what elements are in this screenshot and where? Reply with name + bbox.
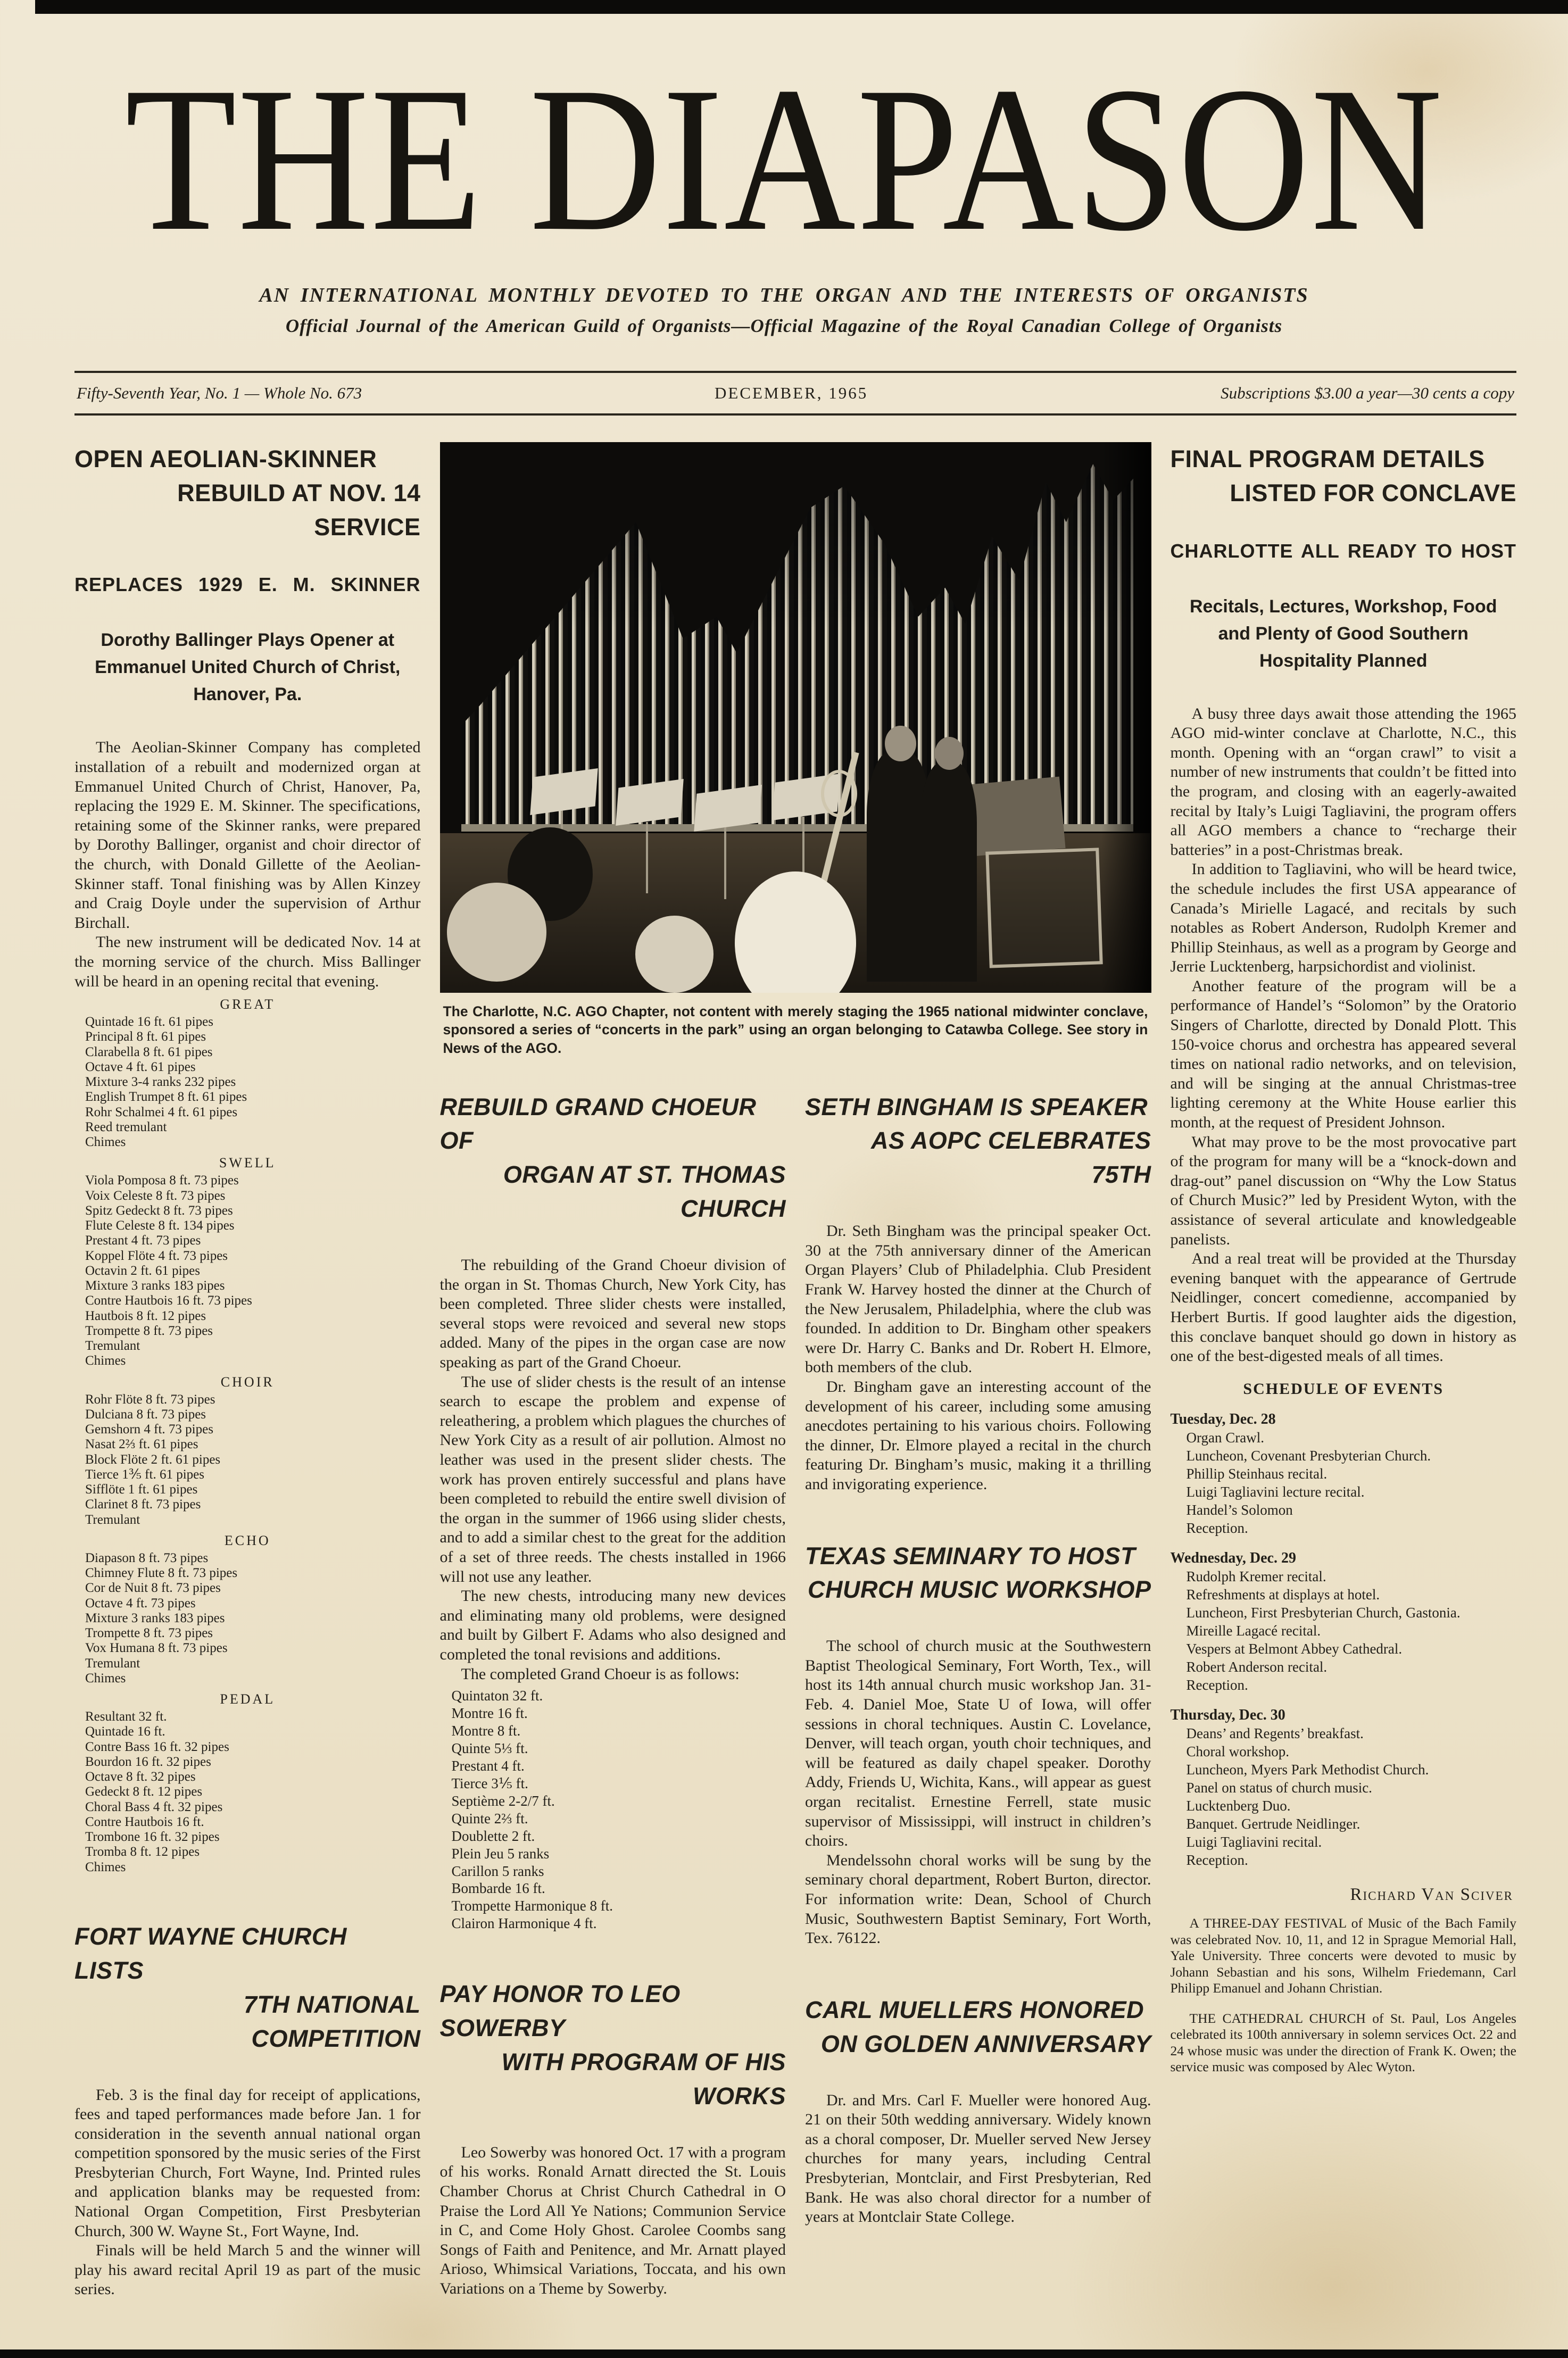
- schedule-title: SCHEDULE OF EVENTS: [1243, 1380, 1444, 1398]
- dateline: [74, 373, 1516, 413]
- stop-item: Chimes: [85, 1859, 126, 1874]
- deck: Recitals, Lectures, Workshop, Food and Plenty of Good Southern Hospitality Planned: [1190, 596, 1497, 671]
- paragraph: Another feature of the program will be a performance of Handel’s “Solomon” by the Oratorio Singers of Charlotte, directed by Donald Plott. This 150-voice chorus and orchestra has appeared several times on national radio networks, and on television, and will be singing at the annual Christmas-tree lighting ceremony at the White House earlier this month, at the request of President Johnson.: [1170, 977, 1516, 1132]
- performer-silhouette: [920, 761, 977, 982]
- schedule-event: Reception.: [1186, 1520, 1248, 1536]
- schedule-event: Luncheon, First Presbyterian Church, Gastonia.: [1186, 1604, 1461, 1621]
- issue-date: DECEMBER, 1965: [714, 383, 868, 402]
- paragraph: Mendelssohn choral works will be sung by the seminary choral department, Robert Burton, director. For information write: Dean, School of Church Music, Southwestern Baptist Seminary, Fort Worth, Tex. 76122.: [805, 1851, 1151, 1947]
- paragraph: The rebuilding of the Grand Choeur division of the organ in St. Thomas Church, New York City, has been completed. Three slider chests were installed, several stops were revoiced and several new stops added. Many of the pipes in the organ case are now speaking as part of the Grand Choeur.: [439, 1256, 786, 1372]
- masthead-tagline: AN INTERNATIONAL MONTHLY DEVOTED TO THE ORGAN AND THE INTERESTS OF ORGANISTS: [259, 284, 1309, 306]
- division-choir: [74, 1374, 421, 1527]
- schedule-event: Phillip Steinhaus recital.: [1186, 1465, 1328, 1482]
- article-body: [74, 738, 421, 991]
- scan-edge-bottom: [0, 2349, 1568, 2358]
- console-desk: [967, 777, 1065, 856]
- stop-item: Choral Bass 4 ft. 32 pipes: [85, 1799, 223, 1814]
- division-swell: [74, 1155, 421, 1368]
- page-columns: [0, 416, 1568, 2358]
- schedule-event: Rudolph Kremer recital.: [1186, 1568, 1326, 1584]
- article-fort-wayne: [74, 1920, 421, 2299]
- stop-item: Contre Hautbois 16 ft.: [85, 1814, 204, 1829]
- paragraph: Leo Sowerby was honored Oct. 17 with a program of his works. Ronald Arnatt directed the St. Louis Chamber Chorus at Christ Church Cathedral in O Praise the Lord All Ye Nations; Communion Service in C, and Come Holy Ghost. Carolee Coombs sang Songs of Faith and Penitence, and Mr. Arnatt played Arioso, Whimsical Variations, Toccata, and his own Variations on a Theme by Sowerby.: [439, 2143, 786, 2297]
- schedule-day-block: [1171, 1410, 1517, 1537]
- stop-item: Chimney Flute 8 ft. 73 pipes: [85, 1566, 238, 1581]
- schedule-day-block: [1171, 1706, 1517, 1869]
- stop-item: Spitz Gedeckt 8 ft. 73 pipes: [85, 1203, 233, 1218]
- folding-chair: [985, 848, 1102, 968]
- article-body: [805, 1637, 1151, 1948]
- stop-item: Clarabella 8 ft. 61 pipes: [85, 1044, 213, 1059]
- photo-figure: [440, 442, 1151, 1057]
- issue-number: Fifty-Seventh Year, No. 1 — Whole No. 673: [77, 383, 362, 402]
- stop-item: Bombarde 16 ft.: [451, 1880, 545, 1897]
- deck: Dorothy Ballinger Plays Opener at Emmanuel United Church of Christ, Hanover, Pa.: [95, 630, 401, 705]
- stop-item: Mixture 3-4 ranks 232 pipes: [85, 1075, 236, 1090]
- stop-item: Flute Celeste 8 ft. 134 pipes: [85, 1218, 235, 1233]
- stop-item: Nasat 2⅔ ft. 61 pipes: [85, 1437, 198, 1452]
- column-1: [74, 442, 421, 2299]
- division-echo: [74, 1533, 421, 1686]
- masthead: [0, 0, 1568, 337]
- grand-choeur-stops: [440, 1687, 786, 1932]
- headline: TEXAS SEMINARY TO HOST CHURCH MUSIC WORKSHOP: [805, 1542, 1151, 1604]
- stop-item: Mixture 3 ranks 183 pipes: [85, 1610, 225, 1625]
- division-name: PEDAL: [220, 1691, 276, 1707]
- stop-item: Tremulant: [85, 1339, 140, 1354]
- article-sowerby: [440, 1977, 786, 2298]
- paragraph: And a real treat will be provided at the Thursday evening banquet with the appearance of Gertrude Neidlinger, concert comedienne, accompanied by Herbert Burtis. If good laughter aids the digestion, this conclave banquet should go down in history as one of the best-digested meals of all times.: [1170, 1250, 1516, 1365]
- newspaper-title: THE DIAPASON: [125, 44, 1443, 274]
- schedule-event: Refreshments at displays at hotel.: [1186, 1586, 1380, 1603]
- stop-item: Resultant 32 ft.: [85, 1709, 167, 1724]
- article-body: [74, 2086, 421, 2300]
- trombone-bell: [821, 770, 857, 818]
- article-body: [805, 1222, 1151, 1494]
- division-name: GREAT: [220, 997, 276, 1012]
- article-body: [440, 2143, 786, 2299]
- article-conclave: [1171, 442, 1517, 2075]
- stop-item: Carillon 5 ranks: [451, 1863, 544, 1879]
- stop-item: Trompette 8 ft. 73 pipes: [85, 1323, 213, 1338]
- column-4: [1171, 442, 1517, 2089]
- division-name: ECHO: [224, 1532, 271, 1548]
- stop-item: Chimes: [85, 1671, 126, 1686]
- news-brief: A THREE-DAY FESTIVAL of Music of the Bach Family was celebrated Nov. 10, 11, and 12 in Sprague Memorial Hall, Yale University. Three concerts were devoted to music by Johann Sebastian and his sons, Wilhelm Friedemann, Carl Philipp Emanuel and Johann Christian.: [1170, 1915, 1516, 1996]
- paragraph: Dr. and Mrs. Carl F. Mueller were honored Aug. 21 on their 50th wedding anniversary. Widely known as a choral composer, Dr. Mueller served New Jersey churches for many years, including Central Presbyterian, Montclair, and First Presbyterian, Red Bank. He was also choral director for a number of years at Montclair State College.: [805, 2091, 1151, 2226]
- article-body: [1171, 704, 1517, 1366]
- photo-caption: The Charlotte, N.C. AGO Chapter, not content with merely staging the 1965 national midwinter conclave, sponsored a series of “concerts in the park” using an organ belonging to Catawba College. See story in News of the AGO.: [443, 1003, 1148, 1056]
- subheadline: CHARLOTTE ALL READY TO HOST: [1170, 539, 1516, 562]
- article-st-thomas: [440, 1090, 786, 1933]
- subscription-price: Subscriptions $3.00 a year—30 cents a copy: [1221, 383, 1514, 402]
- paragraph: Dr. Bingham gave an interesting account of the development of his career, including some amusing anecdotes pertaining to his various choirs. Following the dinner, Dr. Elmore played a recital in the church featuring Dr. Bingham’s music, making it a thrilling and invigorating experience.: [805, 1377, 1151, 1493]
- stop-item: Cor de Nuit 8 ft. 73 pipes: [85, 1581, 221, 1596]
- schedule-day-label: Wednesday, Dec. 29: [1170, 1549, 1296, 1566]
- schedule-event: Organ Crawl.: [1186, 1429, 1264, 1446]
- paragraph: The school of church music at the Southwestern Baptist Theological Seminary, Fort Worth, Tex., will host its 14th annual church music workshop Jan. 31-Feb. 4. Daniel Moe, State U of Iowa, will offer sessions in choral techniques. Austin C. Lovelance, Denver, will teach organ, youth choir techniques, and will be featured as daily chapel speaker. Dorothy Addy, Friends U, Wichita, Kans., will appear as guest organ recitalist. Ernestine Ferrell, state music supervisor of Mississippi, will instruct in children’s choirs.: [805, 1637, 1151, 1850]
- stop-item: Viola Pomposa 8 ft. 73 pipes: [85, 1173, 239, 1188]
- organ-specification: [74, 997, 421, 1875]
- stop-item: Clarinet 8 ft. 73 pipes: [85, 1497, 201, 1512]
- stop-item: Vox Humana 8 ft. 73 pipes: [85, 1641, 228, 1656]
- stop-item: Trompette 8 ft. 73 pipes: [85, 1626, 213, 1641]
- stop-item: Tremulant: [85, 1656, 140, 1671]
- stop-item: Trombone 16 ft. 32 pipes: [85, 1830, 220, 1845]
- scan-edge-top: [35, 0, 1568, 14]
- column-2: [440, 1058, 786, 2299]
- stop-item: Octavin 2 ft. 61 pipes: [85, 1263, 200, 1278]
- stop-item: Reed tremulant: [85, 1119, 167, 1134]
- stop-item: Gemshorn 4 ft. 73 pipes: [85, 1422, 213, 1437]
- stop-item: Tromba 8 ft. 12 pipes: [85, 1845, 200, 1859]
- stop-item: Septième 2-2/7 ft.: [451, 1792, 555, 1809]
- stop-item: Hautbois 8 ft. 12 pipes: [85, 1308, 206, 1323]
- stop-item: Quintade 16 ft. 61 pipes: [85, 1015, 213, 1029]
- paragraph: The completed Grand Choeur is as follows:: [461, 1665, 740, 1683]
- byline: Richard Van Sciver: [1350, 1885, 1513, 1905]
- stop-item: Rohr Flöte 8 ft. 73 pipes: [85, 1392, 215, 1407]
- schedule-event: Reception.: [1186, 1676, 1248, 1693]
- stop-item: Tierce 3⅕ ft.: [451, 1775, 528, 1791]
- stop-item: Trompette Harmonique 8 ft.: [451, 1898, 613, 1914]
- stop-item: Octave 4 ft. 73 pipes: [85, 1596, 196, 1610]
- conclave-photo: [440, 442, 1151, 993]
- stop-item: Voix Celeste 8 ft. 73 pipes: [85, 1188, 226, 1203]
- schedule-day-label: Thursday, Dec. 30: [1170, 1706, 1285, 1723]
- division-name: SWELL: [219, 1155, 276, 1171]
- stop-item: Prestant 4 ft. 73 pipes: [85, 1233, 201, 1248]
- headline: OPEN AEOLIAN-SKINNER REBUILD AT NOV. 14 SERVICE: [74, 445, 421, 541]
- schedule-event: Handel’s Solomon: [1186, 1501, 1293, 1518]
- stop-item: Rohr Schalmei 4 ft. 61 pipes: [85, 1105, 238, 1119]
- stop-item: Tremulant: [85, 1512, 140, 1527]
- division-pedal: [74, 1691, 421, 1875]
- stop-item: Octave 8 ft. 32 pipes: [85, 1770, 196, 1784]
- stop-item: Plein Jeu 5 ranks: [451, 1845, 550, 1862]
- schedule-day-label: Tuesday, Dec. 28: [1170, 1410, 1276, 1427]
- stop-item: Quintade 16 ft.: [85, 1724, 165, 1739]
- performer-head: [885, 726, 916, 761]
- headline: REBUILD GRAND CHOEUR OF ORGAN AT ST. THOMAS CHURCH: [439, 1093, 786, 1223]
- paragraph: What may prove to be the most provocative part of the program for many will be a “knock-down and drag-out” panel discussion on “Why the Low Status of Church Music?” led by President Wyton, with the assistance of several articulate and knowledgeable panelists.: [1170, 1133, 1516, 1248]
- stop-item: Chimes: [85, 1135, 126, 1150]
- stop-item: Block Flöte 2 ft. 61 pipes: [85, 1452, 221, 1467]
- stop-item: Principal 8 ft. 61 pipes: [85, 1029, 206, 1044]
- headline: FORT WAYNE CHURCH LISTS 7TH NATIONAL COMPETITION: [74, 1922, 421, 2052]
- paragraph: The Aeolian-Skinner Company has completed installation of a rebuilt and modernized organ at Emmanuel United Church of Christ, Hanover, Pa, replacing the 1929 E. M. Skinner. The specifications, retaining some of the Skinner ranks, were prepared by Dorothy Ballinger, organist and choir director of the church, with Donald Gillette of the Aeolian-Skinner staff. Tonal finishing was by Allen Kinzey and Craig Doyle under the supervision of Arthur Birchall.: [74, 738, 421, 932]
- audience-head: [447, 883, 546, 982]
- performer-head: [935, 737, 963, 770]
- schedule-event: Panel on status of church music.: [1186, 1780, 1372, 1796]
- stop-item: Dulciana 8 ft. 73 pipes: [85, 1407, 206, 1422]
- stop-item: Gedeckt 8 ft. 12 pipes: [85, 1784, 203, 1799]
- article-muellers: [805, 1993, 1151, 2227]
- masthead-affiliation: Official Journal of the American Guild of Organists—Official Magazine of the Royal Canadian College of Organists: [285, 315, 1283, 336]
- article-texas-seminary: [805, 1539, 1151, 1948]
- news-brief: THE CATHEDRAL CHURCH of St. Paul, Los Angeles celebrated its 100th anniversary in solemn services Oct. 22 and 24 whose music was under the direction of Frank K. Owen; the service music was composed by Alec Wyton.: [1170, 2010, 1516, 2075]
- article-body: [440, 1256, 786, 1684]
- stop-item: Contre Hautbois 16 ft. 73 pipes: [85, 1293, 252, 1308]
- article-body: [805, 2091, 1151, 2227]
- subheadline: REPLACES 1929 E. M. SKINNER: [74, 574, 421, 596]
- stop-item: Tierce 1⅗ ft. 61 pipes: [85, 1467, 204, 1482]
- stop-item: Doublette 2 ft.: [451, 1828, 535, 1844]
- paragraph: Finals will be held March 5 and the winner will play his award recital April 19 as part of the music series.: [74, 2241, 421, 2298]
- stop-item: Montre 8 ft.: [451, 1723, 521, 1739]
- paragraph: In addition to Tagliavini, who will be heard twice, the schedule includes the first USA appearance of Canada’s Mirielle Lagacé, and recitals by such notables as Robert Anderson, Rudolph Kremer and Phillip Steinhaus, as well as a program by George and Jerrie Lucktenberg, harpsichordist and violinist.: [1170, 860, 1516, 976]
- stop-item: Sifflöte 1 ft. 61 pipes: [85, 1482, 198, 1497]
- photo-vignette: [1101, 442, 1151, 993]
- headline: SETH BINGHAM IS SPEAKER AS AOPC CELEBRATES 75TH: [805, 1093, 1151, 1189]
- article-aeolian-skinner: [74, 442, 421, 1875]
- stop-item: Prestant 4 ft.: [451, 1757, 525, 1774]
- stop-item: English Trumpet 8 ft. 61 pipes: [85, 1090, 247, 1105]
- schedule-event: Luigi Tagliavini recital.: [1186, 1834, 1322, 1850]
- schedule-event: Deans’ and Regents’ breakfast.: [1186, 1725, 1364, 1741]
- paragraph: Dr. Seth Bingham was the principal speaker Oct. 30 at the 75th anniversary dinner of the American Organ Players’ Club of Philadelphia. Club President Frank W. Harvey hosted the dinner at the Church of the New Jerusalem, Philadelphia, where the club was founded. In addition to Dr. Bingham other speakers were Dr. Harry C. Banks and Dr. Robert H. Elmore, both members of the club.: [805, 1222, 1151, 1376]
- music-stand-stem: [646, 822, 648, 894]
- stop-item: Mixture 3 ranks 183 pipes: [85, 1278, 225, 1293]
- stop-item: Octave 4 ft. 61 pipes: [85, 1059, 196, 1074]
- music-stand-stem: [724, 827, 726, 899]
- schedule-event: Banquet. Gertrude Neidlinger.: [1186, 1816, 1360, 1832]
- division-name: CHOIR: [220, 1374, 275, 1390]
- schedule-event: Luncheon, Covenant Presbyterian Church.: [1186, 1447, 1431, 1464]
- paragraph: The use of slider chests is the result of an intense search to escape the problem and expense of releathering, a problem which plagues the churches of New York City as a result of air pollution. Almost no leather was used in the present slider chests. The work has proven entirely successful and plans have been completed to rebuild the entire swell division of the organ in the summer of 1966 using slider chests, and to add a similar chest to the great for the addition of a set of three reeds. The chests installed in 1966 will not use any leather.: [439, 1373, 786, 1585]
- paragraph: A busy three days await those attending the 1965 AGO mid-winter conclave at Charlotte, N.C., this month. Opening with an “organ crawl” to visit a number of new instruments that couldn’t be fitted into the program, and closing with an eagerly-awaited recital by Italy’s Luigi Tagliavini, the program offers all AGO members a chance to “recharge their batteries” in a post-Christmas break.: [1170, 704, 1516, 859]
- stop-item: Clairon Harmonique 4 ft.: [451, 1915, 597, 1932]
- schedule-day-block: [1171, 1549, 1517, 1694]
- schedule-event: Luncheon, Myers Park Methodist Church.: [1186, 1762, 1429, 1778]
- schedule-event: Vespers at Belmont Abbey Cathedral.: [1186, 1640, 1403, 1657]
- stop-item: Chimes: [85, 1354, 126, 1368]
- division-great: [74, 997, 421, 1150]
- headline: PAY HONOR TO LEO SOWERBY WITH PROGRAM OF HIS WORKS: [439, 1980, 786, 2110]
- headline: CARL MUELLERS HONORED ON GOLDEN ANNIVERSARY: [805, 1996, 1151, 2057]
- stop-item: Contre Bass 16 ft. 32 pipes: [85, 1739, 229, 1754]
- headline: FINAL PROGRAM DETAILS LISTED FOR CONCLAVE: [1170, 445, 1516, 507]
- paragraph: Feb. 3 is the final day for receipt of applications, fees and taped performances made before Jan. 1 for consideration in the seventh annual national organ competition sponsored by the music series of the First Presbyterian Church, Fort Wayne, Ind. Printed rules and application blanks may be requested from: National Organ Competition, First Presbyterian Church, 300 W. Wayne St., Fort Wayne, Ind.: [74, 2086, 421, 2240]
- schedule-event: Luigi Tagliavini lecture recital.: [1186, 1483, 1365, 1500]
- audience-head: [635, 916, 714, 993]
- stop-item: Quintaton 32 ft.: [451, 1688, 543, 1704]
- schedule-event: Choral workshop.: [1186, 1743, 1289, 1759]
- article-bingham: [805, 1090, 1151, 1494]
- stop-item: Montre 16 ft.: [451, 1705, 528, 1722]
- schedule-event: Robert Anderson recital.: [1186, 1658, 1328, 1675]
- schedule-event: Reception.: [1186, 1852, 1248, 1869]
- stop-item: Bourdon 16 ft. 32 pipes: [85, 1754, 211, 1769]
- stop-item: Koppel Flöte 4 ft. 73 pipes: [85, 1248, 228, 1263]
- stop-item: Diapason 8 ft. 73 pipes: [85, 1550, 209, 1565]
- stop-item: Quinte 5⅓ ft.: [451, 1740, 528, 1756]
- schedule-event: Lucktenberg Duo.: [1186, 1798, 1291, 1814]
- paragraph: The new instrument will be dedicated Nov. 14 at the morning service of the church. Miss Ballinger will be heard in an opening recital that evening.: [74, 933, 421, 990]
- stop-item: Quinte 2⅔ ft.: [451, 1810, 528, 1826]
- column-3: [805, 1058, 1151, 2227]
- masthead-title-wrap: [0, 44, 1568, 274]
- schedule-event: Mireille Lagacé recital.: [1186, 1622, 1321, 1639]
- paragraph: The new chests, introducing many new devices and eliminating many old problems, were designed and built by Gilbert F. Adams who also designed and completed the tonal revisions and additions.: [439, 1587, 786, 1663]
